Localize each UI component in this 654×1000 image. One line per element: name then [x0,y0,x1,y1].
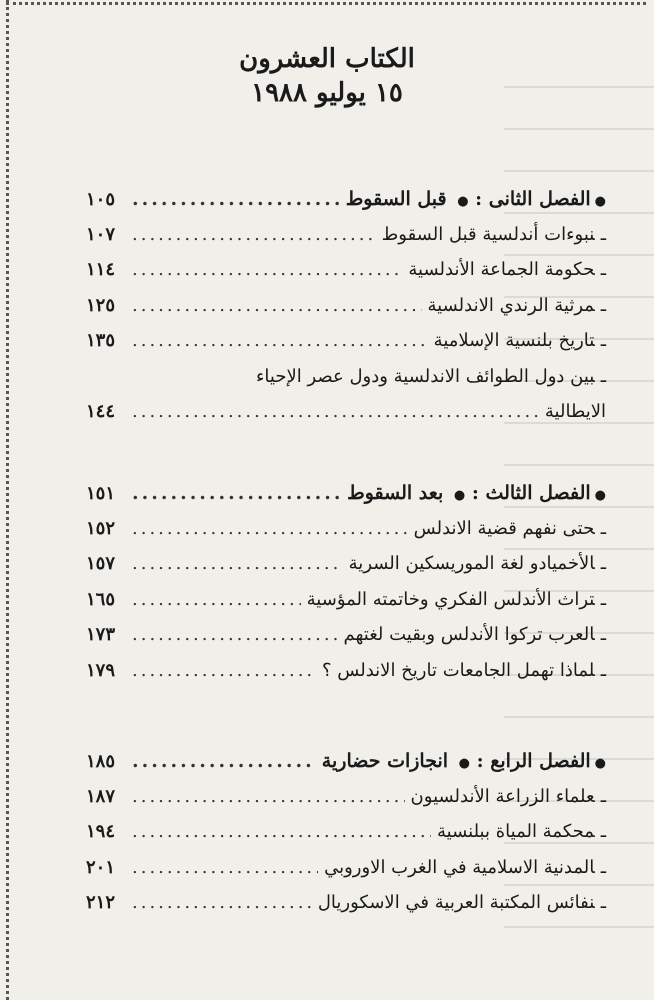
toc-entry [86,518,606,554]
entry-label: نفائس المكتبة العربية في الاسكوريال [317,892,595,913]
entry-label: بين دول الطوائف الاندلسية ودول عصر الإحياء [255,365,595,387]
toc-entry [86,624,606,660]
bullet-icon: ● [457,194,469,209]
dash-mark: ـ [600,517,606,539]
page-number: ١١٤ [86,259,116,280]
page-number: ١٣٥ [86,330,116,351]
chapter-label: الفصل الثانى : [468,188,591,210]
dash-mark: ـ [600,259,606,280]
page-number: ١٥٢ [86,517,116,539]
bullet-icon: ● [594,194,606,209]
dash-mark: ـ [600,856,606,878]
entry-continuation: الايطالية [544,401,606,422]
page-number: ١٧٩ [86,659,116,681]
leader-dots [132,624,338,645]
page-number: ١٥١ [86,483,116,504]
toc-section [86,188,606,437]
toc-entry [86,224,606,260]
page-number: ١٢٥ [86,294,116,316]
chapter-row [86,482,606,518]
page-number: ١٦٥ [86,588,116,610]
toc-entry [86,857,606,893]
dotted-border-left [6,0,9,1000]
leader-dots [132,330,428,351]
page-number: ١٩٤ [86,821,116,842]
toc-section [86,482,606,695]
book-date: ١٥ يوليو ١٩٨٨ [251,78,403,108]
toc-section [86,750,606,928]
chapter-row [86,750,606,786]
bullet-icon: ● [594,488,606,503]
dotted-border-top [6,2,646,5]
entry-label: لماذا تهمل الجامعات تاريخ الاندلس ؟ [322,659,595,681]
leader-dots [132,224,376,245]
page-number: ١٥٧ [86,553,116,574]
chapter-title: انجازات حضارية [321,750,449,772]
toc-entry [86,892,606,928]
bullet-icon: ● [453,488,466,503]
leader-dots [132,786,405,807]
page-number: ١٨٧ [86,785,116,807]
toc-entry-wrapped [86,366,606,402]
entry-label: حكومة الجماعة الأندلسية [408,259,595,280]
entry-label: تراث الأندلس الفكري وخاتمته المؤسية [306,588,595,610]
dash-mark: ـ [600,365,606,387]
page-number: ١٠٥ [86,189,116,210]
toc-entry [86,259,606,295]
leader-dots [132,660,316,681]
leader-dots [132,821,431,842]
toc-entry [86,330,606,366]
leader-dots [132,892,312,913]
chapter-title: بعد السقوط [347,482,444,504]
chapter-label: الفصل الثالث : [465,482,591,504]
leader-dots [132,589,301,610]
page-number: ١٧٣ [86,624,116,645]
book-title: الكتاب العشرون [239,44,415,74]
toc-entry [86,786,606,822]
chapter-title: قبل السقوط [345,188,447,210]
page-number: ١٨٥ [86,751,116,772]
leader-dots [132,188,340,210]
page-number: ٢٠١ [86,856,116,878]
toc-entry [86,295,606,331]
leader-dots [132,259,402,280]
entry-label: مرثية الرندي الاندلسية [427,294,595,316]
entry-label: حتى نفهم قضية الاندلس [413,517,595,539]
toc-entry [86,660,606,696]
dash-mark: ـ [600,294,606,316]
dash-mark: ـ [600,624,606,645]
page-number: ٢١٢ [86,892,116,913]
bullet-icon: ● [594,756,606,771]
leader-dots [132,482,341,504]
bullet-icon: ● [458,756,471,771]
page-number: ١٤٤ [86,401,116,422]
leader-dots [132,295,422,316]
leader-dots [132,750,316,772]
leader-dots [132,857,318,878]
chapter-label: الفصل الرابع : [470,750,591,772]
entry-label: تاريخ بلنسية الإسلامية [433,330,595,351]
dash-mark: ـ [600,553,606,574]
entry-label: علماء الزراعة الأندلسيون [410,785,595,807]
entry-label: المدنية الاسلامية في الغرب الاوروبي [324,856,595,878]
entry-label: العرب تركوا الأندلس وبقيت لغتهم [343,624,595,645]
entry-label: نبوءات أندلسية قبل السقوط [381,223,595,245]
toc-entry [86,553,606,589]
leader-dots [132,518,408,539]
dash-mark: ـ [600,223,606,245]
chapter-row [86,188,606,224]
dash-mark: ـ [600,588,606,610]
leader-dots [132,401,539,422]
page-number: ١٠٧ [86,223,116,245]
dash-mark: ـ [600,892,606,913]
entry-label: محكمة المياة ببلنسية [437,821,595,842]
dash-mark: ـ [600,330,606,351]
dash-mark: ـ [600,659,606,681]
dash-mark: ـ [600,785,606,807]
entry-label: الأخميادو لغة الموريسكين السرية [348,553,595,574]
toc-entry [86,821,606,857]
leader-dots [132,553,343,574]
toc-entry [86,589,606,625]
dash-mark: ـ [600,821,606,842]
page-header [0,42,654,110]
toc-entry-continuation [86,401,606,437]
